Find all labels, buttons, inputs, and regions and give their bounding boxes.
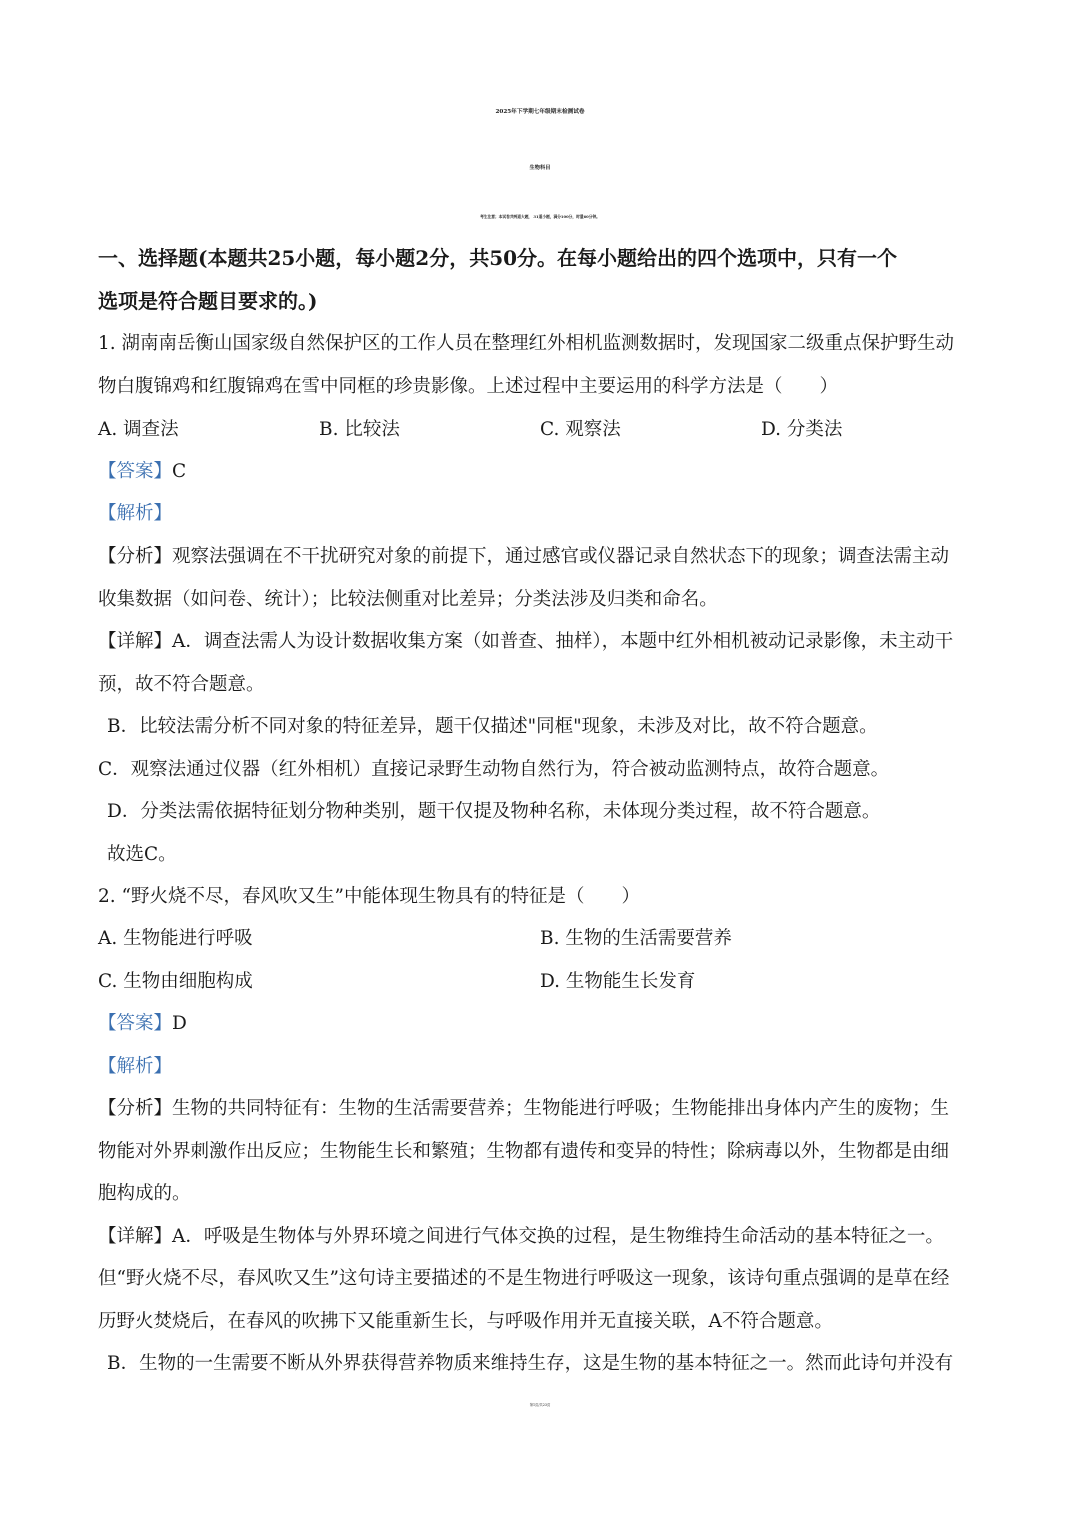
q1-detail-text1: A．调查法需人为设计数据收集方案（如普查、抽样），本题中红外相机被动记录影像，未主动干 [172,631,954,652]
q1-detail-b: B．比较法需分析不同对象的特征差异，题干仅描述"同框"现象，未涉及对比，故不符合题意。 [107,716,878,737]
q1-fenxi-text1: 观察法强调在不干扰研究对象的前提下，通过感官或仪器记录自然状态下的现象；调查法需主动 [172,546,950,567]
q2-detail-text1: A．呼吸是生物体与外界环境之间进行气体交换的过程，是生物维持生命活动的基本特征之一。 [172,1226,944,1247]
page-footer: 第1页/共23页 [529,1403,551,1407]
exam-subtitle: 生物科目 [529,165,551,171]
q2-option-c: C. 生物由细胞构成 [98,971,253,992]
q1-option-d: D. 分类法 [761,419,843,440]
q2-analysis-label: 【解析】 [98,1056,173,1077]
q2-detail-line3: 历野火焚烧后，在春风的吹拂下又能重新生长，与呼吸作用并无直接关联，A不符合题意。 [98,1311,833,1332]
q2-detail-line2: 但“野火烧不尽，春风吹又生”这句诗主要描述的不是生物进行呼吸这一现象，该诗句重点强调的是草在经 [98,1268,950,1289]
q1-answer-label: 【答案】 [98,461,173,482]
q2-detail-b: B．生物的一生需要不断从外界获得营养物质来维持生存，这是生物的基本特征之一。然而此诗句并没有 [107,1353,954,1374]
q2-detail-label: 【详解】 [98,1226,173,1247]
q1-stem-line1: 1. 湖南南岳衡山国家级自然保护区的工作人员在整理红外相机监测数据时，发现国家二级重点保护野生动 [98,333,955,354]
q1-conclusion: 故选C。 [107,844,177,865]
q1-answer [98,460,186,484]
exam-title: 2025年下学期七年级期末检测试卷 [495,109,585,115]
q1-fenxi-line1 [98,545,949,569]
q1-fenxi-label: 【分析】 [98,546,173,567]
q2-detail-line1 [98,1225,944,1249]
section-heading-line2: 选项是符合题目要求的。) [98,289,318,313]
q1-answer-value: C [172,461,187,482]
q2-option-b: B. 生物的生活需要营养 [540,928,732,949]
q2-fenxi-line1 [98,1097,949,1121]
q1-detail-label: 【详解】 [98,631,173,652]
q2-answer-value: D [172,1013,187,1034]
q1-detail-line1 [98,630,953,654]
q1-option-c: C. 观察法 [540,419,621,440]
q2-fenxi-label: 【分析】 [98,1098,173,1119]
q2-option-a: A. 生物能进行呼吸 [98,928,253,949]
q1-analysis-label: 【解析】 [98,503,173,524]
q1-detail-line2: 预，故不符合题意。 [98,674,265,695]
q1-stem-line2: 物白腹锦鸡和红腹锦鸡在雪中同框的珍贵影像。上述过程中主要运用的科学方法是（ ） [98,376,839,397]
q2-fenxi-text1: 生物的共同特征有：生物的生活需要营养；生物能进行呼吸；生物能排出身体内产生的废物；生 [172,1098,950,1119]
exam-notice: 考生注意；本试卷共两道大题， 31道小题，满分100分，时量60分钟。 [480,215,600,219]
q2-fenxi-line2: 物能对外界刺激作出反应；生物能生长和繁殖；生物都有遗传和变异的特性；除病毒以外，生物都是由细 [98,1141,950,1162]
q1-detail-c: C．观察法通过仪器（红外相机）直接记录野生动物自然行为，符合被动监测特点，故符合题意。 [98,759,890,780]
q1-fenxi-line2: 收集数据（如问卷、统计）；比较法侧重对比差异；分类法涉及归类和命名。 [98,589,718,610]
q2-option-d: D. 生物能生长发育 [540,971,696,992]
q2-fenxi-line3: 胞构成的。 [98,1183,191,1204]
q2-answer-label: 【答案】 [98,1013,173,1034]
q2-stem: 2. “野火烧不尽，春风吹又生”中能体现生物具有的特征是（ ） [98,886,640,907]
q1-detail-d: D．分类法需依据特征划分物种类别，题干仅提及物种名称，未体现分类过程，故不符合题意。 [107,801,881,822]
q2-answer [98,1012,187,1036]
q1-option-a: A. 调查法 [98,419,179,440]
q1-option-b: B. 比较法 [319,419,400,440]
section-heading-line1: 一、选择题(本题共25小题，每小题2分，共50分。在每小题给出的四个选项中，只有一个 [98,246,898,270]
